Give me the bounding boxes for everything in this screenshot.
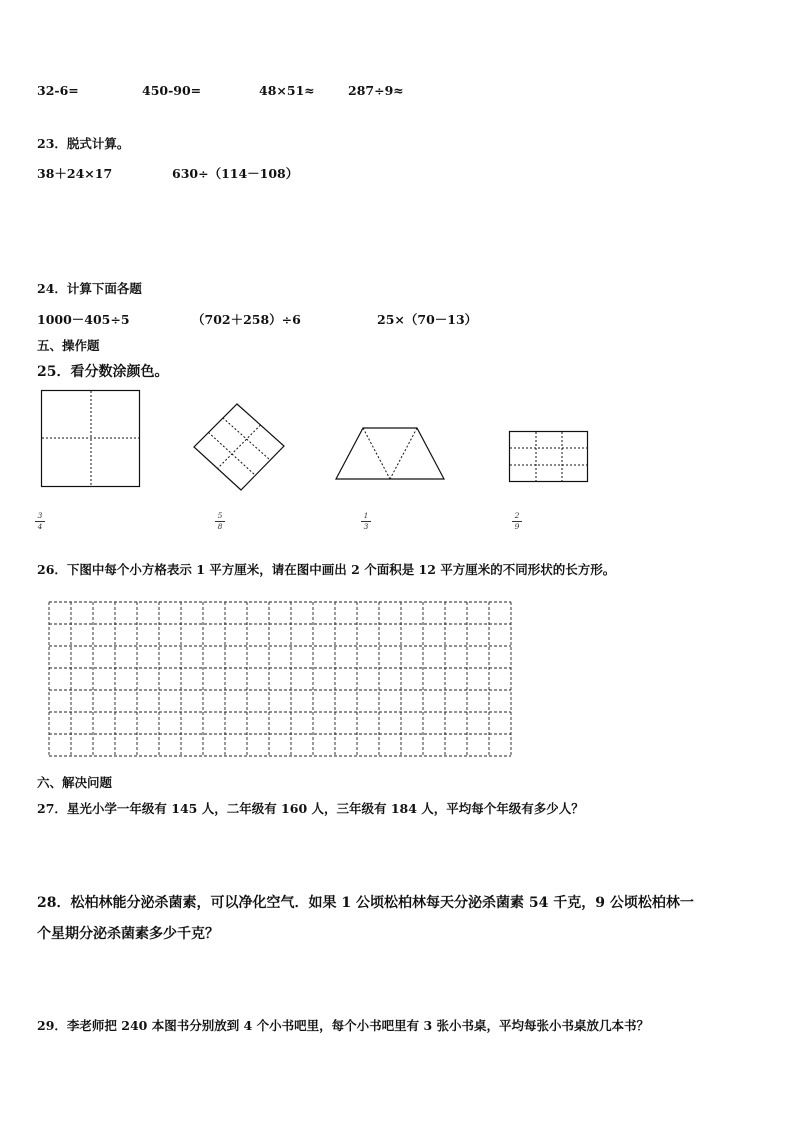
question-25-title: 25．看分数涂颜色。 xyxy=(37,364,169,380)
fraction-numerator: 5 xyxy=(217,511,223,520)
fraction-5-8 xyxy=(214,512,226,530)
fraction-denominator: 8 xyxy=(217,521,223,531)
shape-diamond-eighths xyxy=(193,403,285,491)
fraction-denominator: 9 xyxy=(514,521,520,531)
question-24-item-3: 25×（70－13） xyxy=(377,312,478,327)
question-29: 29．李老师把 240 本图书分别放到 4 个小书吧里，每个小书吧里有 3 张小书桌，平均每张小书桌放几本书？ xyxy=(37,1018,649,1033)
fraction-1-3 xyxy=(360,512,372,530)
question-24-title: 24．计算下面各题 xyxy=(37,281,142,296)
section-5-heading: 五、操作题 xyxy=(37,338,100,353)
question-28-line-2: 个星期分泌杀菌素多少千克？ xyxy=(37,926,219,942)
calc-item-2: 450-90= xyxy=(142,83,202,98)
section-6-heading: 六、解决问题 xyxy=(37,775,113,790)
calc-item-4: 287÷9≈ xyxy=(348,83,404,98)
question-23-item-1: 38＋24×17 xyxy=(37,166,113,181)
fraction-denominator: 4 xyxy=(37,521,43,531)
question-26-title: 26．下图中每个小方格表示 1 平方厘米，请在图中画出 2 个面积是 12 平方厘米的不同形状的长方形。 xyxy=(37,562,616,577)
shape-square-quarters xyxy=(41,390,141,488)
question-24-item-2: （702＋258）÷6 xyxy=(192,312,301,327)
calc-item-1: 32-6= xyxy=(37,83,79,98)
shape-trapezoid-thirds xyxy=(335,427,445,481)
fraction-numerator: 3 xyxy=(37,511,43,520)
square-grid[interactable] xyxy=(48,601,514,757)
fraction-denominator: 3 xyxy=(363,521,369,531)
fraction-numerator: 2 xyxy=(514,511,520,520)
question-23-title: 23．脱式计算。 xyxy=(37,136,130,151)
shape-rectangle-ninths xyxy=(509,431,589,483)
question-23-item-2: 630÷（114－108） xyxy=(172,166,299,181)
question-24-item-1: 1000－405÷5 xyxy=(37,312,130,327)
fraction-3-4 xyxy=(34,512,46,530)
fraction-numerator: 1 xyxy=(363,511,369,520)
calc-item-3: 48×51≈ xyxy=(259,83,315,98)
question-27: 27．星光小学一年级有 145 人，二年级有 160 人，三年级有 184 人，平均每个年级有多少人？ xyxy=(37,801,584,816)
fraction-2-9 xyxy=(511,512,523,530)
question-28-line-1: 28．松柏林能分泌杀菌素，可以净化空气．如果 1 公顷松柏林每天分泌杀菌素 54 千克，9 公顷松柏林一 xyxy=(37,895,694,911)
